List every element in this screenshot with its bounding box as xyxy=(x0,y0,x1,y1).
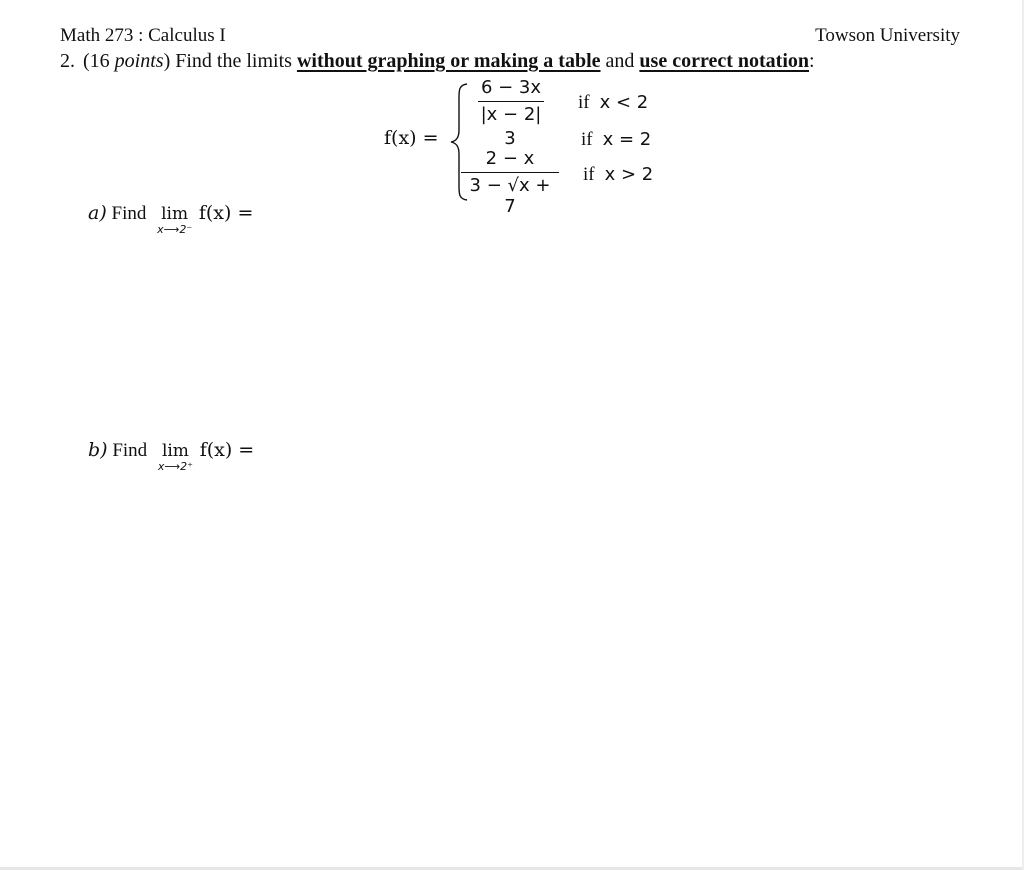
piece-1-if: if xyxy=(578,92,590,113)
points-word: points xyxy=(114,50,164,72)
part-b xyxy=(88,439,255,473)
part-b-limit xyxy=(157,440,193,473)
piece-1-condition-row xyxy=(578,92,648,114)
piece-3-condition-row xyxy=(583,164,653,186)
piece-1-denominator: |x − 2| xyxy=(480,104,542,125)
question-text-2: and xyxy=(600,50,640,72)
piece-2-expression: 3 xyxy=(504,128,516,149)
part-b-lim-subscript: x⟶2⁺ xyxy=(157,460,193,473)
piece-3-numerator: 2 − x xyxy=(485,148,535,169)
piece-2-if: if xyxy=(581,129,593,150)
part-b-lim-word: lim xyxy=(161,441,189,461)
piece-3-if: if xyxy=(583,164,595,185)
piece-3-condition: x > 2 xyxy=(604,164,654,185)
piece-2-condition-row xyxy=(581,129,651,151)
part-a-letter: a) xyxy=(88,202,107,224)
points-close: ) xyxy=(163,50,171,72)
piece-3-denominator: 3 − √x + 7 xyxy=(469,175,551,217)
piece-1-numerator: 6 − 3x xyxy=(480,77,542,98)
piece-1-fraction-bar xyxy=(478,101,544,102)
piece-3-fraction-bar xyxy=(461,172,559,173)
question-number: 2. xyxy=(60,50,75,72)
piece-2-condition: x = 2 xyxy=(602,129,652,150)
question-text-3: : xyxy=(809,50,815,72)
part-a-lim-subscript: x⟶2⁻ xyxy=(157,223,193,236)
piece-1-expression xyxy=(478,77,544,125)
function-lhs: f(x) = xyxy=(384,127,439,149)
part-a-limit xyxy=(157,203,193,236)
part-b-letter: b) xyxy=(88,439,108,461)
instruction-notation: use correct notation xyxy=(639,50,809,72)
course-header: Math 273 : Calculus I xyxy=(60,25,226,46)
part-b-find: Find xyxy=(112,440,148,461)
part-b-expression: f(x) = xyxy=(199,439,255,461)
points-open: (16 xyxy=(83,50,115,72)
part-a-find: Find xyxy=(111,203,147,224)
question-prompt xyxy=(60,50,815,73)
part-a xyxy=(88,202,254,236)
instruction-no-graphing: without graphing or making a table xyxy=(296,50,601,72)
piece-1-condition: x < 2 xyxy=(599,92,649,113)
piece-3-expression xyxy=(461,148,559,217)
part-a-lim-word: lim xyxy=(161,204,189,224)
school-header: Towson University xyxy=(815,25,960,46)
part-a-expression: f(x) = xyxy=(198,202,254,224)
question-text-1: Find the limits xyxy=(170,50,297,72)
